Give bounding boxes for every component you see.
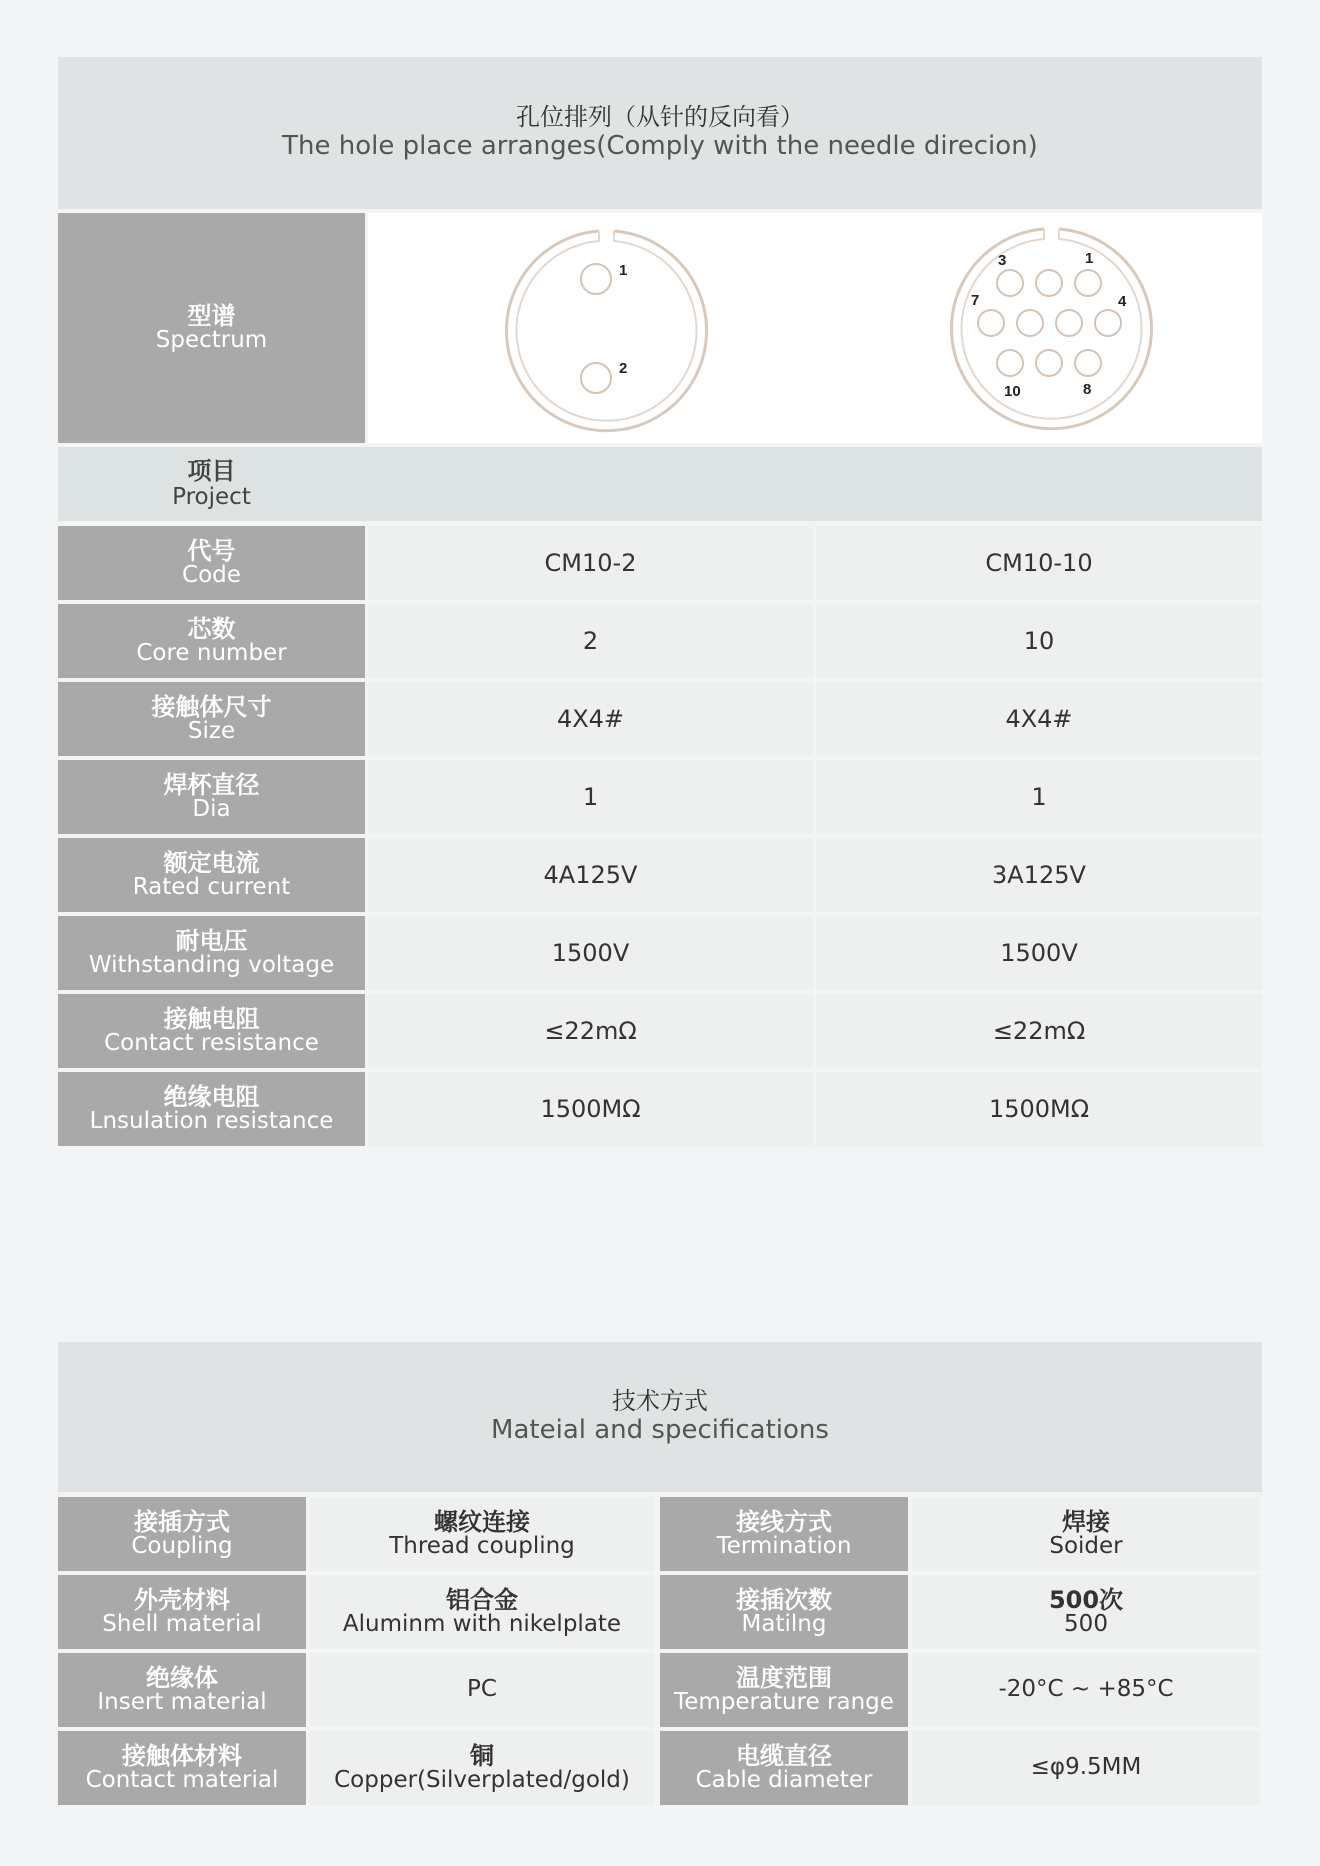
row-label-en: Contact resistance bbox=[104, 1029, 319, 1056]
pin-right bbox=[1075, 270, 1101, 296]
row-label bbox=[58, 1072, 365, 1146]
value-cm10-2: 1500MΩ bbox=[368, 1072, 813, 1146]
material-label-zh: 温度范围 bbox=[736, 1664, 832, 1693]
hole-arrangement-title-en: The hole place arranges(Comply with the needle direcion) bbox=[282, 130, 1038, 161]
spectrum-label-en: Spectrum bbox=[155, 326, 268, 353]
project-label-zh: 项目 bbox=[187, 457, 236, 486]
spec-row-withstanding-voltage bbox=[58, 916, 1262, 990]
spec-row-size bbox=[58, 682, 1262, 756]
pin-layout-svg bbox=[368, 213, 1262, 443]
value-cm10-2: 4A125V bbox=[368, 838, 813, 912]
material-label bbox=[660, 1653, 908, 1727]
material-value-zh: 铝合金 bbox=[446, 1585, 518, 1614]
material-value-en: -20°C ~ +85°C bbox=[998, 1676, 1174, 1703]
pin-right bbox=[1036, 350, 1062, 376]
material-label bbox=[58, 1653, 306, 1727]
row-label bbox=[58, 916, 365, 990]
value-cm10-2: 2 bbox=[368, 604, 813, 678]
pin-layout-diagrams bbox=[368, 213, 1262, 443]
value-cm10-10: 1500MΩ bbox=[816, 1072, 1262, 1146]
row-label-en: Size bbox=[187, 717, 236, 744]
row-label bbox=[58, 604, 365, 678]
material-value-en: Copper(Silverplated/gold) bbox=[334, 1766, 630, 1793]
connector-inner-outline-right bbox=[962, 229, 1142, 419]
spectrum-row bbox=[58, 213, 1262, 443]
pin-right bbox=[1017, 310, 1043, 336]
pin-right bbox=[1095, 310, 1121, 336]
row-label-zh: 代号 bbox=[187, 537, 236, 566]
material-label-zh: 外壳材料 bbox=[134, 1586, 230, 1615]
row-label bbox=[58, 994, 365, 1068]
material-row-coupling bbox=[58, 1497, 1262, 1571]
pin-label-right-1: 1 bbox=[1085, 250, 1094, 267]
value-cm10-10: 10 bbox=[816, 604, 1262, 678]
project-label-en: Project bbox=[172, 483, 251, 510]
row-label-en: Rated current bbox=[132, 873, 291, 900]
material-label-zh: 接插次数 bbox=[736, 1586, 832, 1615]
spec-table bbox=[58, 57, 1262, 1147]
material-label-zh: 电缆直径 bbox=[736, 1742, 832, 1771]
material-row-shell bbox=[58, 1575, 1262, 1649]
material-value-zh: 铜 bbox=[470, 1741, 494, 1770]
project-row bbox=[58, 447, 1262, 521]
row-label-zh: 耐电压 bbox=[175, 927, 248, 956]
material-value-zh: 500次 bbox=[1048, 1585, 1124, 1614]
material-label bbox=[660, 1575, 908, 1649]
material-value bbox=[912, 1731, 1260, 1805]
material-label bbox=[660, 1731, 908, 1805]
row-label-en: Core number bbox=[136, 639, 287, 666]
value-cm10-10: 4X4# bbox=[816, 682, 1262, 756]
row-label-en: Code bbox=[182, 561, 241, 588]
value-cm10-2: CM10-2 bbox=[368, 526, 813, 600]
material-value bbox=[310, 1731, 654, 1805]
connector-outline-right bbox=[952, 229, 1152, 429]
material-value-en: ≤φ9.5MM bbox=[1030, 1754, 1142, 1781]
material-label-en: Cable diameter bbox=[695, 1766, 873, 1793]
material-value bbox=[310, 1497, 654, 1571]
value-cm10-2: ≤22mΩ bbox=[368, 994, 813, 1068]
material-value-en: Thread coupling bbox=[389, 1532, 575, 1559]
material-label-zh: 接插方式 bbox=[134, 1508, 230, 1537]
row-label-en: Lnsulation resistance bbox=[89, 1107, 334, 1134]
row-label-zh: 额定电流 bbox=[163, 849, 260, 878]
value-cm10-10: ≤22mΩ bbox=[816, 994, 1262, 1068]
material-value-en: Aluminm with nikelplate bbox=[342, 1610, 622, 1637]
pin-label-right-10: 10 bbox=[1004, 383, 1021, 400]
material-label-en: Temperature range bbox=[674, 1688, 894, 1715]
spec-row-insulation-resistance bbox=[58, 1072, 1262, 1146]
project-label bbox=[58, 447, 365, 521]
pin-label-right-8: 8 bbox=[1083, 381, 1092, 398]
row-label-zh: 接触体尺寸 bbox=[151, 693, 272, 722]
material-value-en: PC bbox=[467, 1676, 497, 1703]
connector-cm10-10-diagram bbox=[952, 229, 1152, 429]
materials-table bbox=[58, 1342, 1262, 1806]
spec-row-rated-current bbox=[58, 838, 1262, 912]
spec-row-core-number bbox=[58, 604, 1262, 678]
material-label bbox=[58, 1575, 306, 1649]
pin-right bbox=[1036, 270, 1062, 296]
pin-label-right-7: 7 bbox=[971, 292, 980, 309]
pin-right bbox=[1075, 350, 1101, 376]
value-cm10-10: 1 bbox=[816, 760, 1262, 834]
pin-right bbox=[1056, 310, 1082, 336]
spec-row-code bbox=[58, 526, 1262, 600]
spec-row-dia bbox=[58, 760, 1262, 834]
value-cm10-2: 1 bbox=[368, 760, 813, 834]
row-label-zh: 焊杯直径 bbox=[163, 771, 260, 800]
pin-label-left-2: 2 bbox=[619, 360, 628, 377]
spec-row-contact-resistance bbox=[58, 994, 1262, 1068]
material-label bbox=[58, 1731, 306, 1805]
row-label-zh: 芯数 bbox=[187, 615, 236, 644]
pin-2-left bbox=[581, 363, 611, 393]
connector-cm10-2-diagram bbox=[507, 231, 707, 431]
row-label-en: Dia bbox=[192, 795, 231, 822]
row-label bbox=[58, 682, 365, 756]
pin-label-right-4: 4 bbox=[1118, 293, 1127, 310]
row-label bbox=[58, 526, 365, 600]
material-label bbox=[660, 1497, 908, 1571]
material-label-en: Contact material bbox=[85, 1766, 279, 1793]
hole-arrangement-title-zh: 孔位排列（从针的反向看） bbox=[516, 103, 804, 132]
pin-label-right-3: 3 bbox=[998, 252, 1007, 269]
material-label-en: Coupling bbox=[131, 1532, 233, 1559]
pin-label-left-1: 1 bbox=[619, 262, 628, 279]
material-value bbox=[310, 1653, 654, 1727]
material-label-en: Termination bbox=[716, 1532, 852, 1559]
material-value bbox=[912, 1653, 1260, 1727]
material-label-zh: 绝缘体 bbox=[146, 1664, 218, 1693]
materials-title-zh: 技术方式 bbox=[612, 1387, 708, 1416]
material-row-contact bbox=[58, 1731, 1262, 1805]
hole-arrangement-header bbox=[58, 57, 1262, 209]
material-value-en: Soider bbox=[1049, 1532, 1123, 1559]
pin-right bbox=[997, 270, 1023, 296]
row-label bbox=[58, 838, 365, 912]
materials-title-en: Mateial and specifications bbox=[491, 1414, 829, 1445]
pin-right bbox=[997, 350, 1023, 376]
material-label-en: Shell material bbox=[102, 1610, 262, 1637]
material-label-zh: 接触体材料 bbox=[122, 1742, 242, 1771]
material-value-zh: 焊接 bbox=[1062, 1507, 1110, 1536]
pin-right bbox=[978, 310, 1004, 336]
value-cm10-2: 1500V bbox=[368, 916, 813, 990]
material-row-insert bbox=[58, 1653, 1262, 1727]
spectrum-label-zh: 型谱 bbox=[187, 302, 236, 331]
material-label-en: Matilng bbox=[741, 1610, 827, 1637]
value-cm10-10: CM10-10 bbox=[816, 526, 1262, 600]
material-label-en: Insert material bbox=[97, 1688, 267, 1715]
materials-header bbox=[58, 1342, 1262, 1492]
row-label-zh: 绝缘电阻 bbox=[163, 1083, 260, 1112]
value-cm10-10: 1500V bbox=[816, 916, 1262, 990]
material-label bbox=[58, 1497, 306, 1571]
row-label-en: Withstanding voltage bbox=[88, 951, 335, 978]
material-label-zh: 接线方式 bbox=[736, 1508, 832, 1537]
material-value bbox=[310, 1575, 654, 1649]
value-cm10-2: 4X4# bbox=[368, 682, 813, 756]
connector-inner-outline-left bbox=[517, 231, 697, 421]
pin-1-left bbox=[581, 264, 611, 294]
spectrum-label bbox=[58, 213, 365, 443]
material-value bbox=[912, 1497, 1260, 1571]
material-value bbox=[912, 1575, 1260, 1649]
material-value-zh: 螺纹连接 bbox=[434, 1507, 530, 1536]
connector-outline-left bbox=[507, 231, 707, 431]
material-value-en: 500 bbox=[1064, 1610, 1108, 1637]
value-cm10-10: 3A125V bbox=[816, 838, 1262, 912]
row-label-zh: 接触电阻 bbox=[163, 1005, 260, 1034]
row-label bbox=[58, 760, 365, 834]
